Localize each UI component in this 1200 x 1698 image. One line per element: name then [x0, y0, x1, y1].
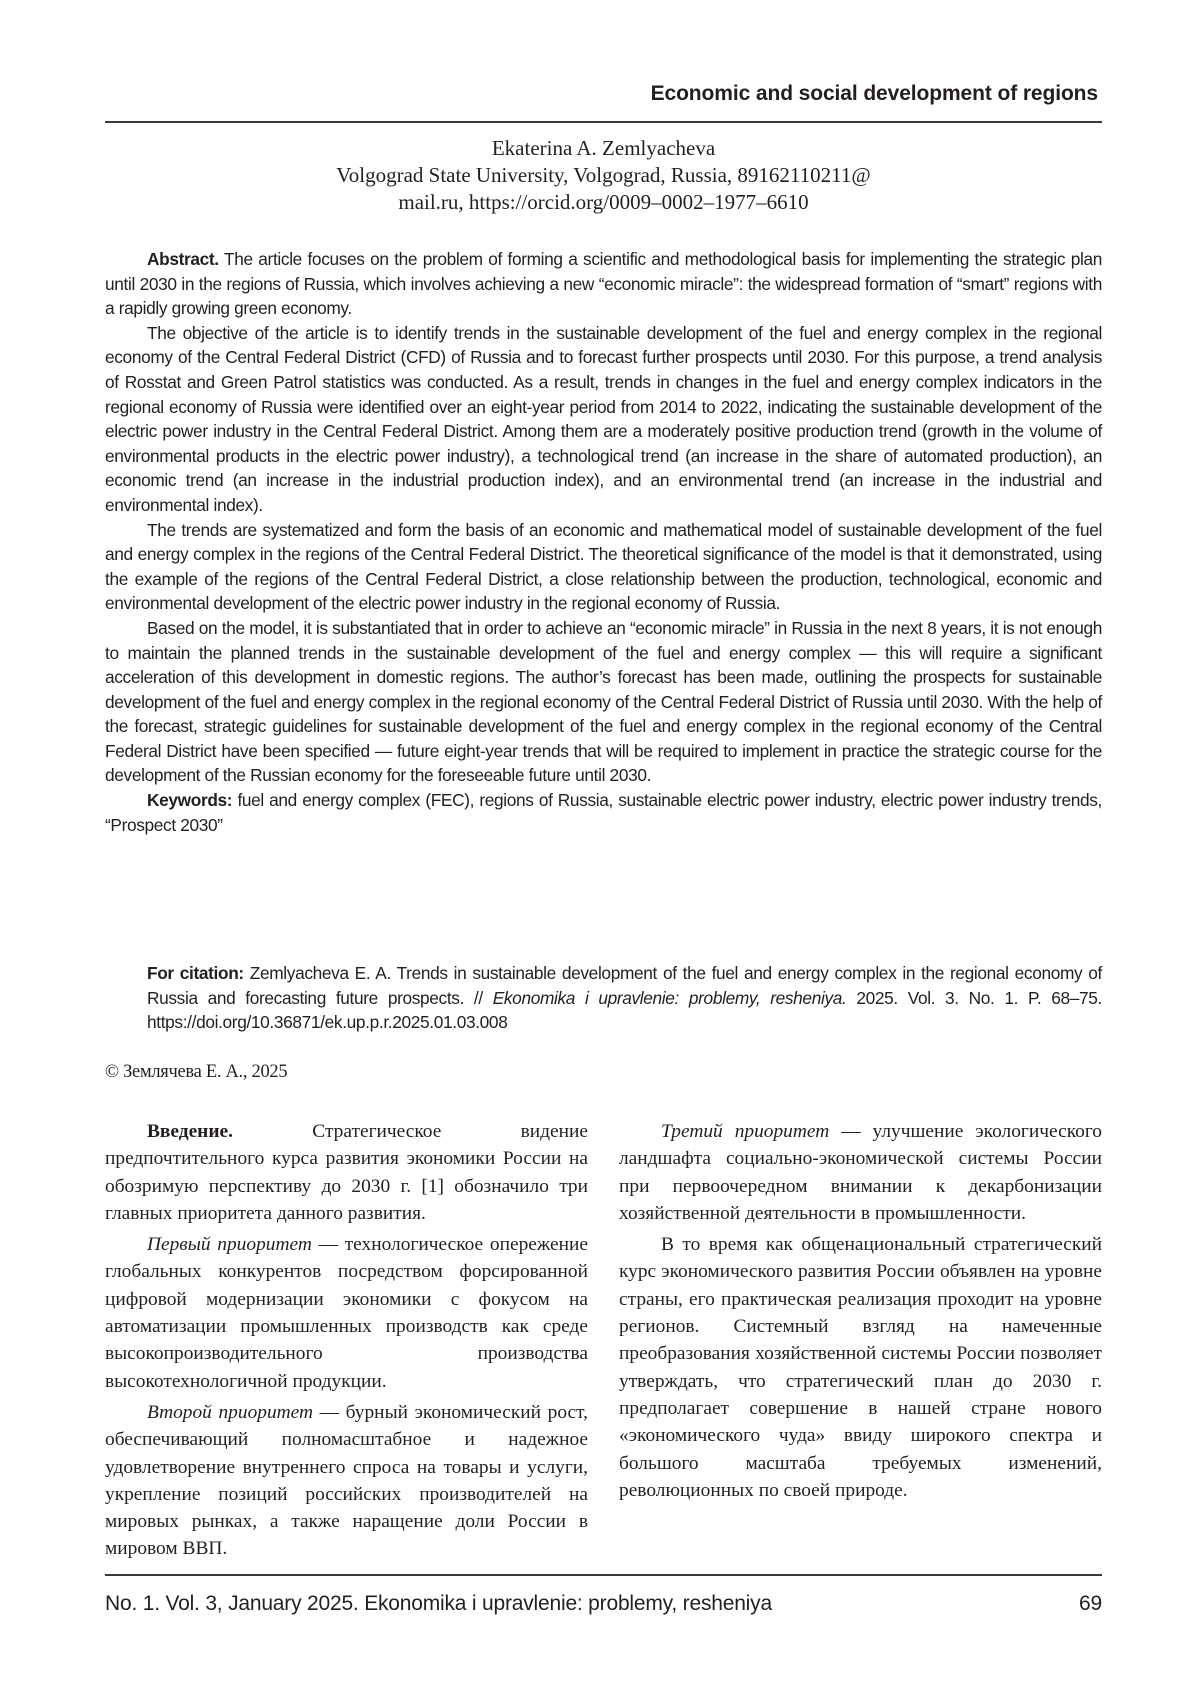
body-column-left [105, 1118, 588, 1567]
body-paragraph: Первый приоритет — технологическое опережение глобальных конкурентов посредством форсированной цифровой модернизации экономики с фокусом на автоматизации промышленных производств как среде высокопроизводительного производства высокотехнологичной продукции. [105, 1234, 588, 1392]
body-paragraph: В то время как общенациональный стратегический курс экономического развития России объявлен на уровне страны, его практическая реализация проходит на уровне регионов. Системный взгляд на намеченные преобразования хозяйственной системы России позволяет утверждать, что стратегический план до 2030 г. предполагает совершение в нашей стране нового «экономического чуда» ввиду широкого спектра и большого масштаба требуемых изменений, революционных по своей природе. [619, 1234, 1102, 1501]
priority-label: Второй приоритет [147, 1401, 314, 1423]
author-affiliation-line-1: Volgograd State University, Volgograd, Russia, 89162110211@ [336, 163, 871, 187]
keywords-text: fuel and energy complex (FEC), regions of Russia, sustainable electric power industry, electric power industry trends, “Prospect 2030” [105, 790, 1102, 835]
citation-text: Zemlyacheva E. A. Trends in sustainable development of the fuel and energy complex in the regional economy of Russia and forecasting future prospects. // [147, 963, 1102, 1008]
citation-journal: Ekonomika i upravlenie: problemy, resheniya. [492, 987, 847, 1008]
abstract [105, 247, 1102, 837]
header-rule [105, 121, 1102, 123]
body-column-right [619, 1118, 1102, 1508]
footer-journal-info: No. 1. Vol. 3, January 2025. Ekonomika i upravlenie: problemy, resheniya [105, 1592, 772, 1615]
copyright: © Землячева Е. А., 2025 [105, 1062, 288, 1082]
abstract-text: The article focuses on the problem of forming a scientific and methodological basis for implementing the strategic plan until 2030 in the regions of Russia, which involves achieving a new “economic miracle”: the widespread formation of “smart” regions with a rapidly growing green economy. [105, 249, 1103, 319]
page-number: 69 [1079, 1592, 1102, 1615]
citation-label: For citation: [147, 963, 244, 983]
body-paragraph: Второй приоритет — бурный экономический рост, обеспечивающий полномасштабное и надежное удовлетворение внутреннего спроса на товары и услуги, укрепление позиций российских производителей на мировых рынках, а также наращение доли России в мировом ВВП. [105, 1401, 588, 1560]
author-name: Ekaterina A. Zemlyacheva [491, 136, 716, 160]
intro-heading: Введение. [147, 1121, 233, 1142]
citation-block [147, 961, 1102, 1035]
author-block [105, 135, 1102, 216]
priority-label: Третий приоритет [661, 1121, 830, 1142]
body-paragraph: Введение. Стратегическое видение предпочтительного курса развития экономики России на обозримую перспективу до 2030 г. [1] обозначило три главных приоритета данного развития. [105, 1121, 588, 1224]
abstract-paragraph [105, 247, 1102, 321]
author-affiliation-line-2: mail.ru, https://orcid.org/0009–0002–1977–6610 [398, 190, 809, 214]
footer-rule [105, 1574, 1102, 1576]
keywords [105, 788, 1102, 837]
abstract-paragraph: The trends are systematized and form the basis of an economic and mathematical model of sustainable development of the fuel and energy complex in the regions of the Central Federal District. The theoretical significance of the model is that it demonstrated, using the example of the regions of the Central Federal District, a close relationship between the production, technological, economic and environmental development of the electric power industry in the regional economy of Russia. [105, 519, 1102, 614]
keywords-label: Keywords: [147, 790, 233, 811]
citation-doi[interactable]: 2025. Vol. 3. No. 1. P. 68–75. https://doi.org/10.36871/ek.up.p.r.2025.01.03.008 [147, 987, 1102, 1033]
abstract-paragraph: The objective of the article is to identify trends in the sustainable development of the fuel and energy complex in the regional economy of the Central Federal District (CFD) of Russia and to forecast further prospects until 2030. For this purpose, a trend analysis of Rosstat and Green Patrol statistics was conducted. As a result, trends in changes in the fuel and energy complex indicators in the regional economy of Russia were identified over an eight-year period from 2014 to 2022, indicating the sustainable development of the electric power industry in the Central Federal District. Among them are a moderately positive production trend (growth in the volume of environmental products in the electric power industry), a technological trend (an increase in the share of automated production), an economic trend (an increase in the industrial production index), and an environmental trend (an increase in the industrial and environmental index). [105, 322, 1102, 515]
priority-label: Первый приоритет [147, 1234, 312, 1256]
abstract-paragraph: Based on the model, it is substantiated that in order to achieve an “economic miracle” in Russia in the next 8 years, it is not enough to maintain the planned trends in the sustainable development of the fuel and energy complex — this will require a significant acceleration of this development in domestic regions. The author’s forecast has been made, outlining the prospects for sustainable development of the fuel and energy complex in the regional economy of the Central Federal District of Russia until 2030. With the help of the forecast, strategic guidelines for sustainable development of the fuel and energy complex in the regional economy of the Central Federal District have been specified — future eight-year trends that will be required to implement in practice the strategic course for the development of the Russian economy for the foreseeable future until 2030. [105, 617, 1102, 786]
body-paragraph: Третий приоритет — улучшение экологического ландшафта социально-экономической системы России при первоочередном внимании к декарбонизации хозяйственной деятельности в промышленности. [619, 1121, 1102, 1224]
abstract-label: Abstract. [147, 249, 219, 269]
running-head: Economic and social development of regions [650, 82, 1098, 105]
